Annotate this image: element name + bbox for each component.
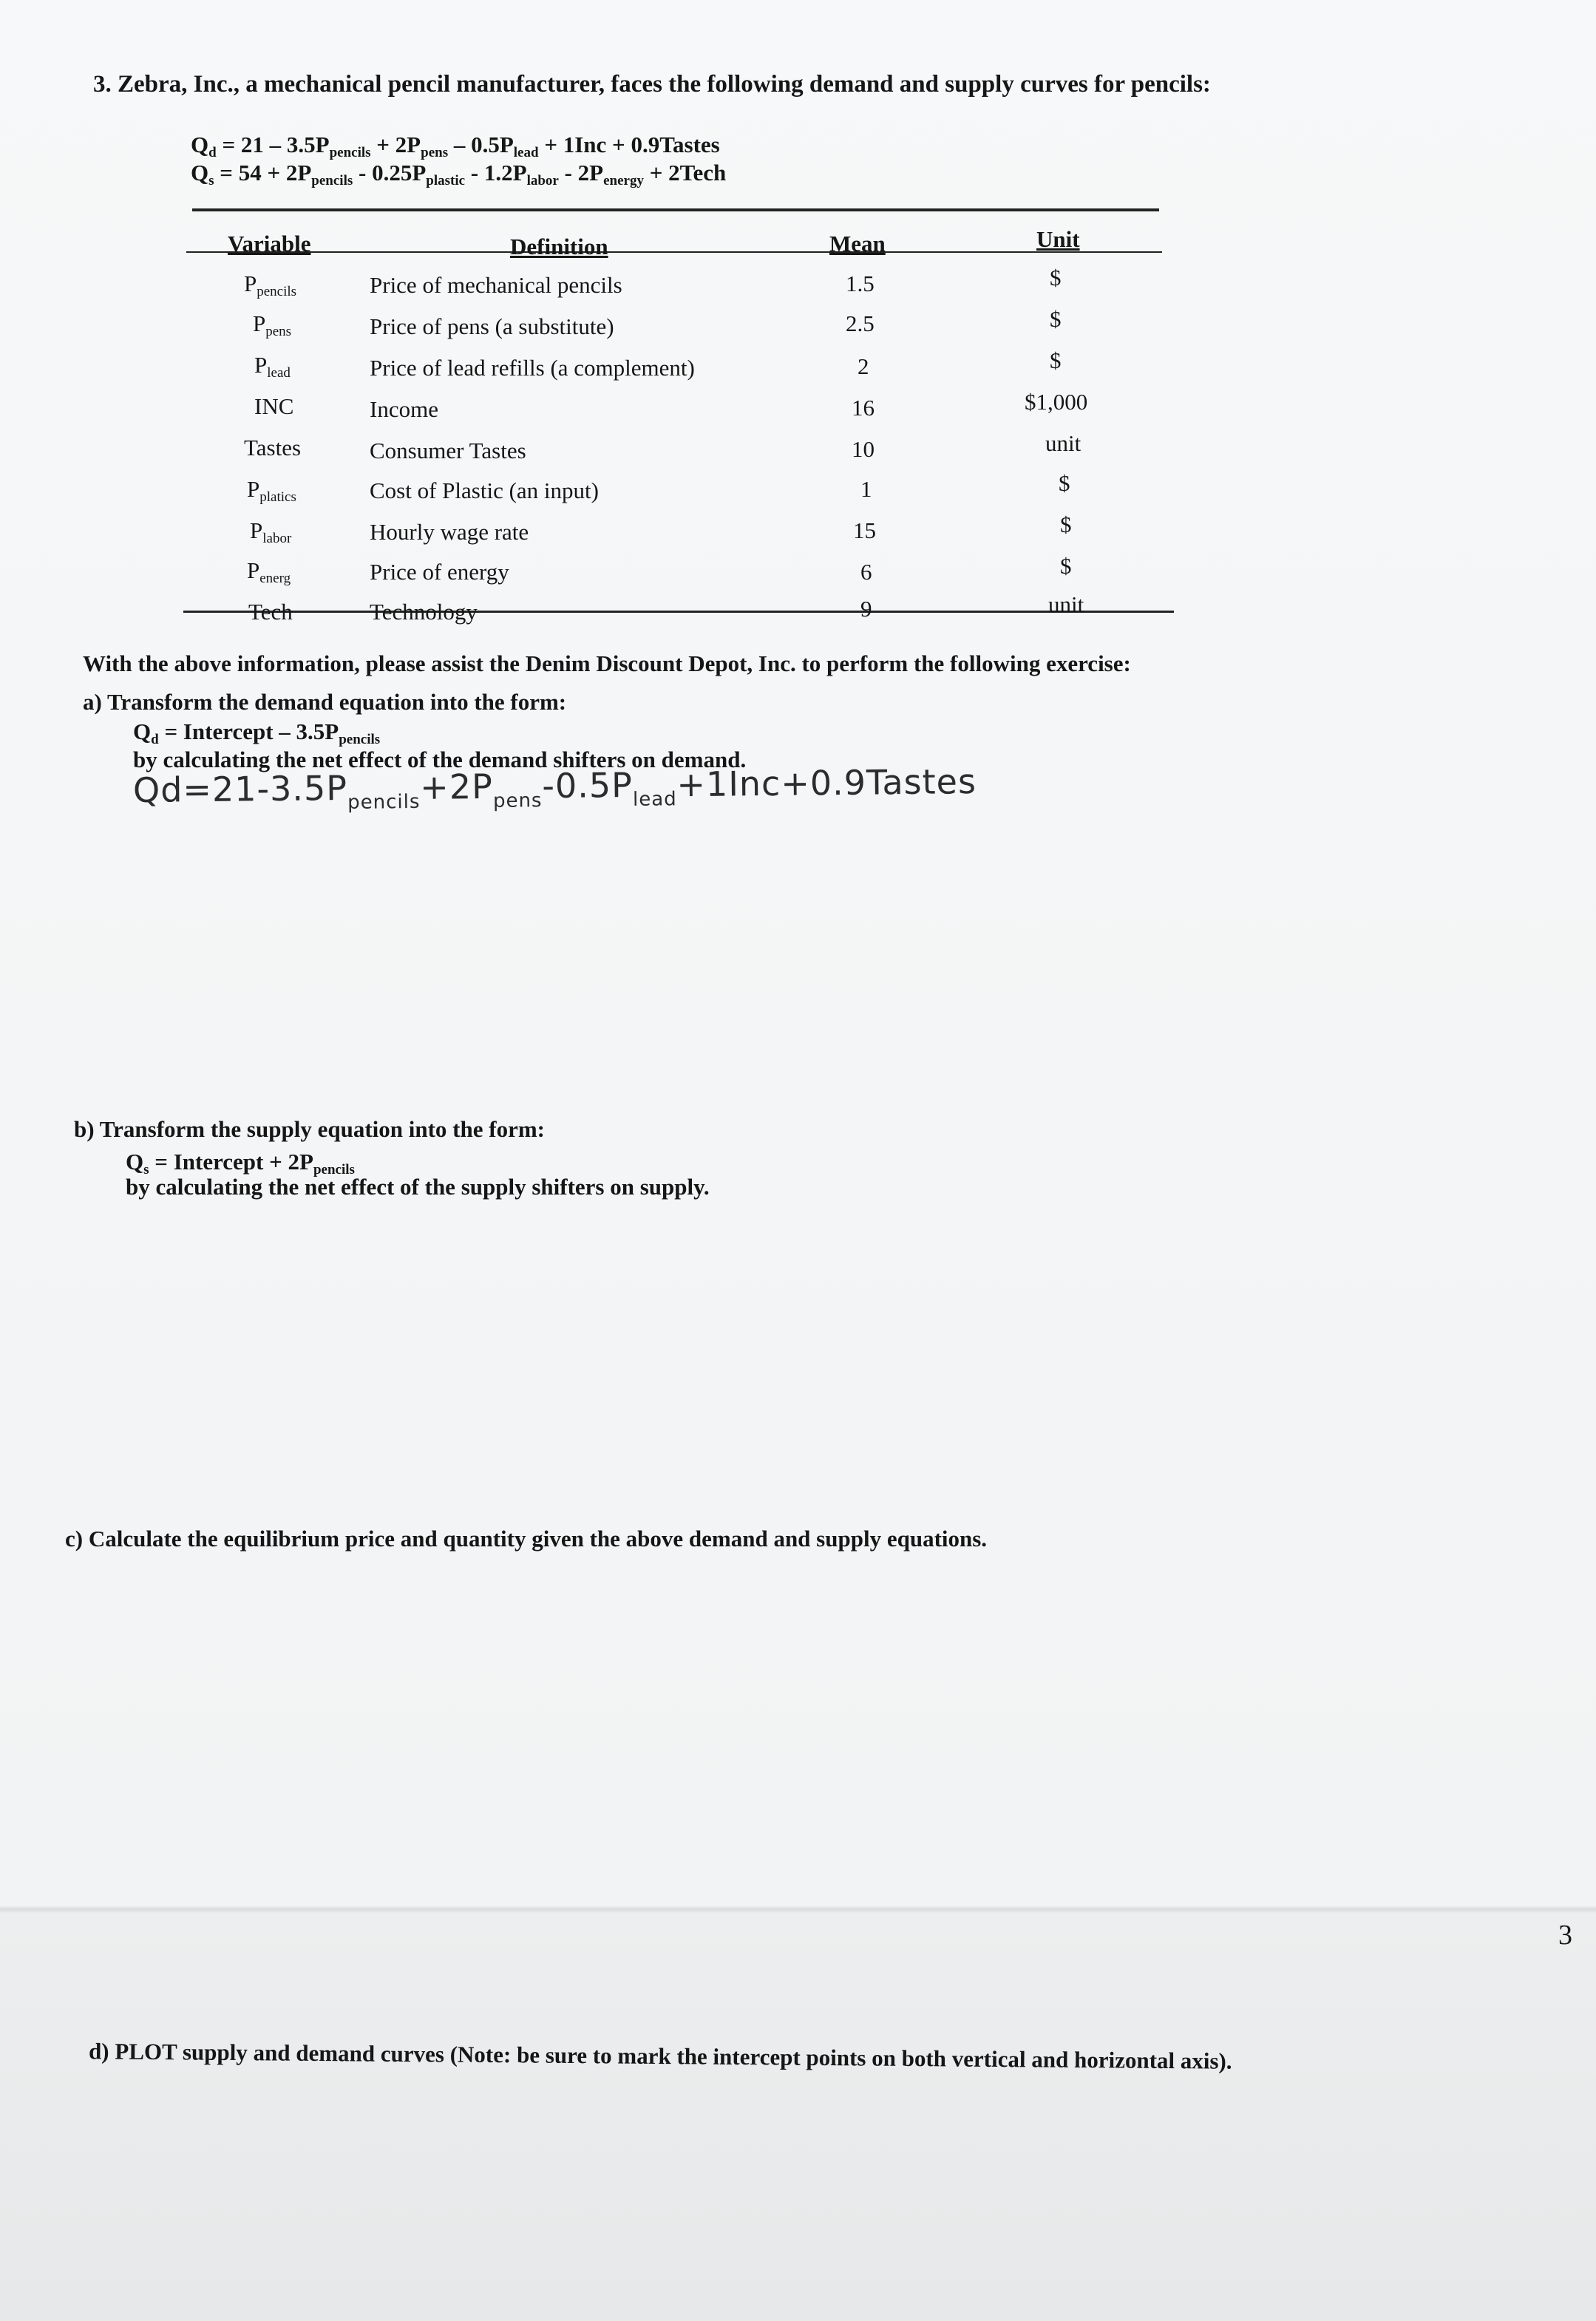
- table-cell-mean: 2: [858, 353, 869, 379]
- supply-equation: $Q_s = 54 + 2P_{pencils} - 0.25P_{plastic} - 1.2P_{labor} - 2P_{energy}$ + 2Tech: [191, 160, 727, 188]
- table-cell-variable: $P_{labor}$: [250, 517, 292, 546]
- demand-equation: $Q_d = 21 - 3.5P_{pencils} + 2P_{pens} - 0.5P_{lead} + 1Inc$ + 0.9Tastes: [191, 132, 720, 160]
- table-cell-definition: Hourly wage rate: [370, 519, 529, 545]
- next-page: [0, 1911, 1596, 2321]
- table-bottom-rule: [183, 611, 1174, 613]
- table-cell-definition: Technology: [370, 599, 478, 625]
- instructions-intro: With the above information, please assist the Denim Discount Depot, Inc. to perform the following exercise:: [83, 650, 1131, 676]
- header-mean: Mean: [829, 231, 886, 256]
- table-cell-mean: 2.5: [846, 310, 875, 336]
- table-cell-unit: $1,000: [1025, 389, 1088, 415]
- table-cell-variable: $P_{energ}$: [247, 557, 291, 586]
- table-cell-definition: Price of energy: [370, 559, 509, 585]
- question-title: 3. Zebra, Inc., a mechanical pencil manufacturer, faces the following demand and supply curves for pencils:: [93, 71, 1211, 98]
- table-cell-definition: Cost of Plastic (an input): [370, 478, 599, 503]
- table-cell-definition: Price of mechanical pencils: [370, 272, 622, 298]
- table-top-rule: [192, 208, 1159, 211]
- page-fold-shadow: [0, 1906, 1596, 1913]
- table-cell-unit: unit: [1045, 430, 1081, 456]
- table-cell-variable: $P_{lead}$: [254, 352, 291, 381]
- table-cell-unit: $: [1050, 306, 1062, 332]
- table-cell-variable: $P_{pens}$: [253, 310, 292, 339]
- part-d-text: d) PLOT supply and demand curves (Note: be sure to mark the intercept points on both vertical and horizontal axis).: [88, 2038, 1232, 2074]
- header-variable: Variable: [228, 231, 311, 256]
- part-b-title: b) Transform the supply equation into the form:: [74, 1116, 545, 1142]
- table-cell-mean: 15: [853, 517, 876, 543]
- part-a-title: a) Transform the demand equation into the form:: [83, 689, 567, 715]
- table-cell-mean: 9: [860, 596, 872, 622]
- table-cell-mean: 1.5: [846, 271, 875, 296]
- table-cell-variable: Tastes: [244, 435, 302, 461]
- table-cell-unit: $: [1050, 347, 1062, 373]
- table-cell-unit: unit: [1048, 591, 1084, 617]
- part-b-form: $Q_s$ = Intercept + $2P_{pencils}$: [126, 1149, 355, 1178]
- header-unit: Unit: [1036, 226, 1080, 252]
- page-number: 3: [1558, 1920, 1572, 1951]
- table-cell-variable: Tech: [248, 599, 293, 625]
- header-definition: Definition: [510, 234, 608, 259]
- table-cell-mean: 16: [852, 395, 875, 421]
- table-cell-definition: Income: [370, 396, 438, 422]
- part-b-tail: by calculating the net effect of the supply shifters on supply.: [126, 1174, 710, 1200]
- table-cell-mean: 10: [852, 436, 875, 462]
- table-cell-unit: $: [1050, 265, 1062, 290]
- part-a-tail: by calculating the net effect of the demand shifters on demand.: [133, 747, 747, 772]
- table-cell-definition: Price of pens (a substitute): [370, 313, 614, 339]
- table-cell-definition: Consumer Tastes: [370, 438, 526, 463]
- table-cell-variable: INC: [254, 393, 294, 419]
- table-cell-mean: 1: [860, 476, 872, 502]
- table-header-rule: [186, 251, 1162, 253]
- part-c-text: c) Calculate the equilibrium price and quantity given the above demand and supply equations.: [65, 1526, 988, 1552]
- table-cell-unit: $: [1060, 553, 1072, 579]
- table-cell-unit: $: [1060, 512, 1072, 537]
- table-cell-mean: 6: [860, 559, 872, 585]
- handwritten-answer-a: $Qd=21-3.5P_{pencils}+2P_{pens}-0.5P_{lead}+1Inc+0.9Tastes$: [132, 761, 977, 814]
- table-cell-variable: $P_{pencils}$: [244, 271, 297, 299]
- part-a-form: $Q_d$ = Intercept – $3.5P_{pencils}$: [133, 718, 381, 747]
- table-cell-variable: $P_{platics}$: [247, 476, 296, 505]
- table-cell-unit: $: [1059, 470, 1070, 496]
- table-cell-definition: Price of lead refills (a complement): [370, 355, 695, 381]
